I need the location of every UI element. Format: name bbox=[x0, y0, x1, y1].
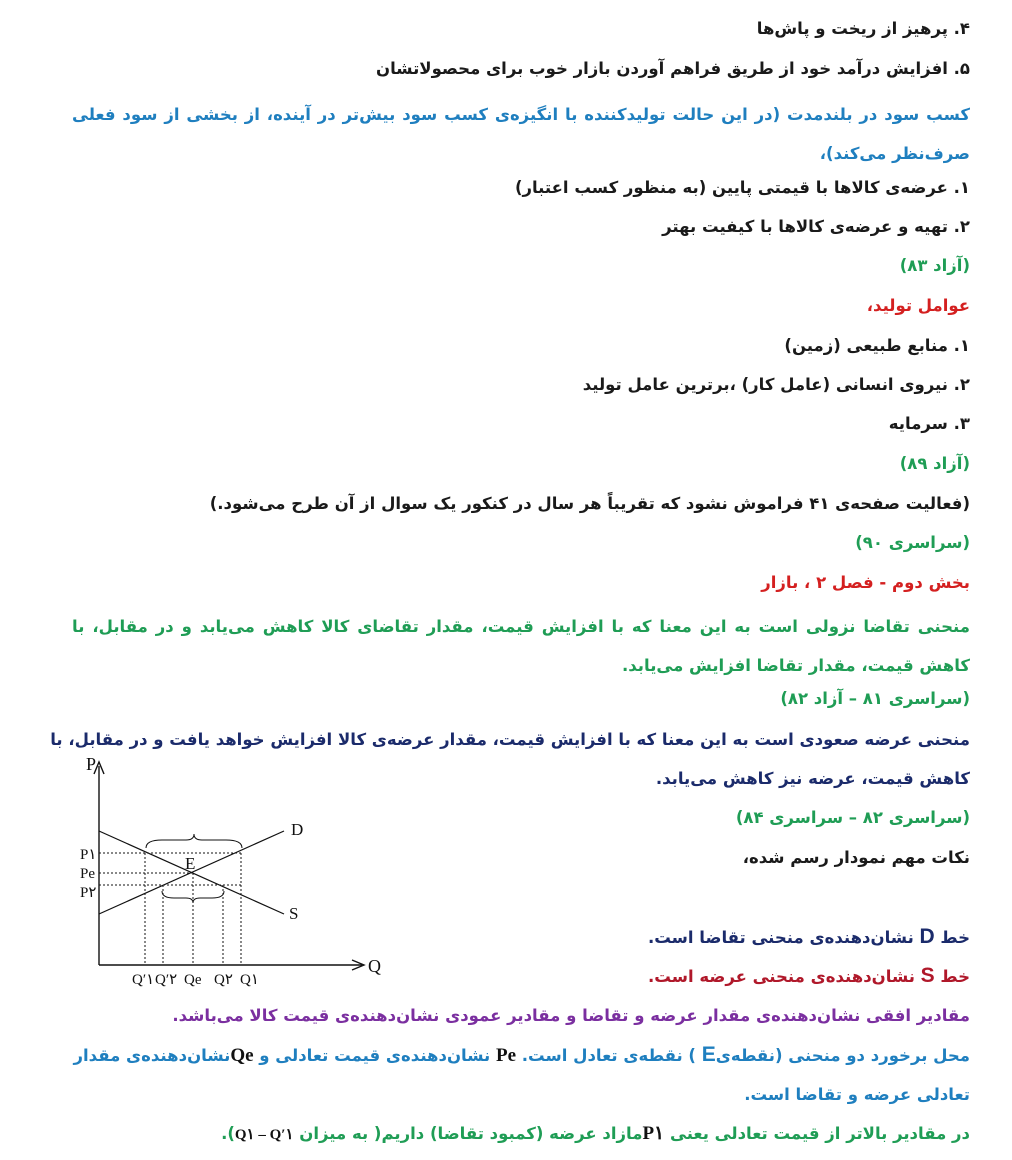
eq-text-3: نشان‌دهنده‌ی قیمت تعادلی و bbox=[253, 1046, 496, 1065]
text-line-9: ۲. نیروی انسانی (عامل کار) ،برترین عامل تولید bbox=[582, 375, 970, 394]
x-axis-label: Q bbox=[368, 956, 381, 976]
section-heading-factors: عوامل تولید، bbox=[866, 296, 970, 315]
eq-qe: Qe bbox=[230, 1045, 254, 1066]
qty-label-q2p: Q′۲ bbox=[155, 972, 178, 988]
equilibrium-label: E bbox=[185, 854, 196, 873]
surplus-note bbox=[72, 1121, 970, 1148]
exam-ref-5: (سراسری ۸۲ – سراسری ۸۴) bbox=[735, 808, 970, 827]
activity-note: (فعالیت صفحه‌ی ۴۱ فراموش نشود که تقریباً هر سال در کنکور یک سوال از آن طرح می‌شود.) bbox=[209, 494, 970, 513]
qty-label-qe: Qe bbox=[184, 972, 202, 988]
d-letter: D bbox=[919, 925, 935, 948]
d-line-pre: خط bbox=[934, 928, 970, 947]
long-term-profit-paragraph: کسب سود در بلندمدت (در این حالت تولیدکننده با انگیزه‌ی کسب سود بیش‌تر در آینده، از بخشی از سود فعلی صرف‌نظر می‌کند)، bbox=[72, 105, 970, 163]
supply-curve-line-1: منحنی عرضه صعودی است به این معنا که با افزایش قیمت، مقدار عرضه‌ی کالا افزایش خواهد یافت و در مقابل، با bbox=[50, 730, 970, 749]
exam-ref-1: (آزاد ۸۳) bbox=[899, 256, 970, 275]
text-line-4: ۱. عرضه‌ی کالاها با قیمتی پایین (به منظور کسب اعتبار) bbox=[514, 178, 970, 197]
price-label-p1: P۱ bbox=[80, 847, 97, 863]
axes-note: مقادیر افقی نشان‌دهنده‌ی مقدار عرضه و تقاضا و مقادیر عمودی نشان‌دهنده‌ی قیمت کالا می‌باشد. bbox=[172, 1006, 970, 1025]
text-line-8: ۱. منابع طبیعی (زمین) bbox=[784, 336, 970, 355]
price-label-p2: P۲ bbox=[80, 885, 97, 901]
demand-label: D bbox=[291, 820, 304, 839]
text-line-10: ۳. سرمایه bbox=[888, 414, 970, 433]
text-line-2: ۵. افزایش درآمد خود از طریق فراهم آوردن بازار خوب برای محصولاتشان bbox=[376, 59, 970, 78]
eq-text-2: ) نقطه‌ی تعادل است. bbox=[516, 1046, 702, 1065]
exam-ref-3: (سراسری ۹۰) bbox=[855, 533, 970, 552]
exam-ref-4: (سراسری ۸۱ – آزاد ۸۲) bbox=[780, 689, 970, 708]
surplus-text-3: ). bbox=[221, 1124, 235, 1143]
eq-pe: Pe bbox=[495, 1045, 517, 1066]
supply-label: S bbox=[289, 904, 299, 923]
surplus-brace bbox=[146, 834, 242, 848]
eq-text-1: محل برخورد دو منحنی (نقطه‌ی bbox=[715, 1046, 970, 1065]
section-heading-market: بخش دوم - فصل ۲ ، بازار bbox=[761, 573, 970, 592]
s-letter: S bbox=[920, 964, 935, 987]
text-line-5: ۲. تهیه و عرضه‌ی کالاها با کیفیت بهتر bbox=[662, 217, 970, 236]
surplus-formula: Q۱ – Q′۱ bbox=[234, 1127, 294, 1143]
price-label-pe: Pe bbox=[80, 866, 95, 882]
s-line-post: نشان‌دهنده‌ی منحنی عرضه است. bbox=[648, 967, 921, 986]
demand-curve-paragraph: منحنی تقاضا نزولی است به این معنا که با افزایش قیمت، مقدار تقاضای کالا کاهش می‌یابد و در مقابل، با کاهش قیمت، مقدار تقاضا افزایش می‌یابد. bbox=[72, 617, 970, 675]
text-line-1: ۴. پرهیز از ریخت و پاش‌ها bbox=[756, 19, 970, 38]
equilibrium-note bbox=[72, 1042, 970, 1069]
eq-letter-e: E bbox=[701, 1043, 716, 1066]
exam-ref-2: (آزاد ۸۹) bbox=[899, 454, 970, 473]
supply-demand-chart bbox=[70, 752, 395, 992]
y-axis-label: P bbox=[86, 754, 97, 774]
surplus-p1: P۱ bbox=[642, 1123, 665, 1144]
eq-text-4: نشان‌دهنده‌ی مقدار bbox=[73, 1046, 231, 1065]
s-line-pre: خط bbox=[934, 967, 970, 986]
chart-notes-heading: نکات مهم نمودار رسم شده، bbox=[742, 848, 970, 867]
qty-label-q2: Q۲ bbox=[214, 972, 233, 988]
equilibrium-note-cont: تعادلی عرضه و تقاضا است. bbox=[744, 1085, 970, 1104]
qty-label-q1p: Q′۱ bbox=[132, 972, 155, 988]
d-line-post: نشان‌دهنده‌ی منحنی تقاضا است. bbox=[647, 928, 920, 947]
surplus-text-2: مازاد عرضه (کمبود تقاضا) داریم( به میزان bbox=[293, 1124, 643, 1143]
qty-label-q1: Q۱ bbox=[240, 972, 259, 988]
supply-curve-line-2: کاهش قیمت، عرضه نیز کاهش می‌یابد. bbox=[655, 769, 970, 788]
surplus-text-1: در مقادیر بالاتر از قیمت تعادلی یعنی bbox=[664, 1124, 970, 1143]
